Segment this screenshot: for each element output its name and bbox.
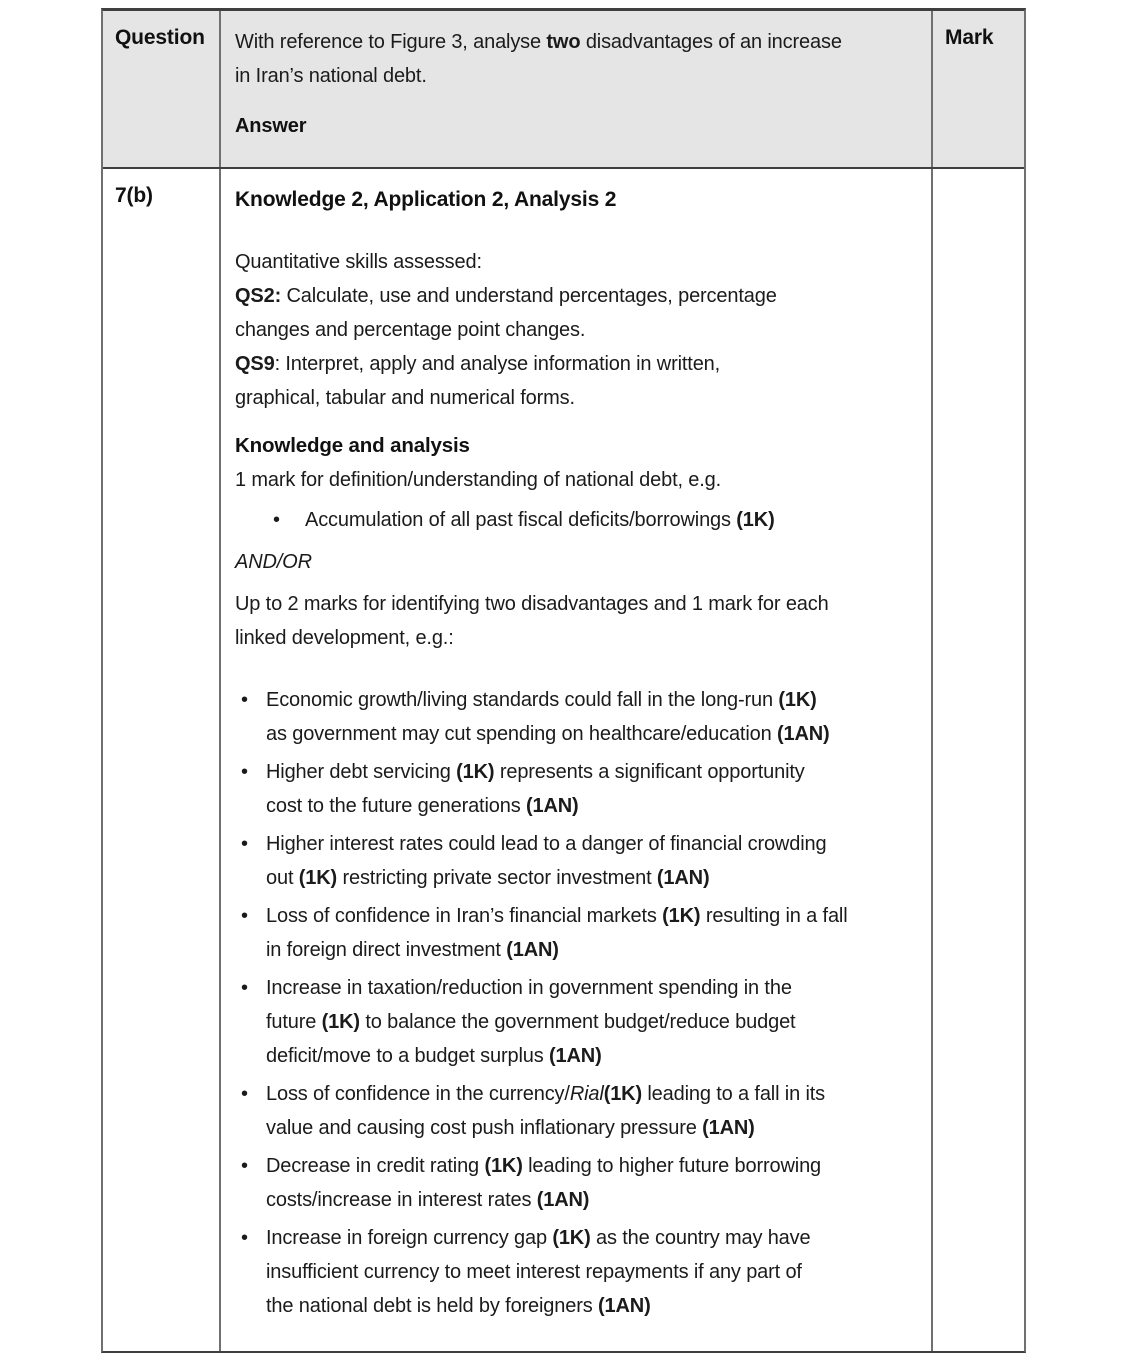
italic-text-run: Rial <box>569 1083 604 1105</box>
text-run: Higher interest rates could lead to a danger of financial crowding <box>266 833 827 855</box>
text-run: Decrease in credit rating <box>266 1155 485 1177</box>
question-prompt-cell <box>219 11 931 167</box>
question-prompt-text <box>235 25 925 93</box>
answer-label: Answer <box>235 115 307 137</box>
text-run: Increase in foreign currency gap <box>266 1227 553 1249</box>
text-run: Calculate, use and understand percentages, percentage <box>281 285 777 307</box>
bold-text-run: QS9 <box>235 353 275 375</box>
bold-text-run: (1K) <box>456 761 495 783</box>
text-run: Economic growth/living standards could fall in the long-run <box>266 689 779 711</box>
disadvantage-bullet-item <box>235 827 925 895</box>
mark-header-cell <box>931 11 1024 167</box>
text-run: disadvantages of an increase <box>580 31 842 53</box>
mark-scheme-table <box>101 8 1026 1353</box>
disadvantages-bullet-list <box>235 683 925 1323</box>
bold-text-run: (1K) <box>484 1155 523 1177</box>
disadvantage-bullet-item <box>235 755 925 823</box>
text-run: out <box>266 867 299 889</box>
qs9-line <box>235 347 925 415</box>
bold-text-run: (1AN) <box>702 1117 755 1139</box>
knowledge-analysis-heading: Knowledge and analysis <box>235 434 470 457</box>
question-column-label: Question <box>115 26 205 49</box>
text-run: as the country may have <box>590 1227 811 1249</box>
qs2-line <box>235 279 925 347</box>
text-run: leading to a fall in its <box>641 1083 826 1105</box>
text-run: future <box>266 1011 322 1033</box>
text-run: linked development, e.g.: <box>235 627 454 649</box>
text-run: leading to higher future borrowing <box>522 1155 822 1177</box>
disadvantage-bullet-item <box>235 683 925 751</box>
bold-text-run: (1K) <box>321 1011 360 1033</box>
disadvantage-bullet-item <box>235 1077 925 1145</box>
text-run: insufficient currency to meet interest repayments if any part of <box>266 1261 802 1283</box>
text-run: restricting private sector investment <box>337 867 657 889</box>
definition-mark-line: 1 mark for definition/understanding of national debt, e.g. <box>235 469 722 491</box>
bold-text-run: (1K) <box>298 867 338 889</box>
bold-text-run: (1K) <box>662 905 701 927</box>
disadvantage-bullet-item <box>235 971 925 1073</box>
bold-text-run: (1AN) <box>525 795 579 817</box>
text-run: Accumulation of all past fiscal deficits/borrowings <box>305 509 737 531</box>
text-run: Increase in taxation/reduction in government spending in the <box>266 977 792 999</box>
text-run: graphical, tabular and numerical forms. <box>235 387 575 409</box>
text-run: Up to 2 marks for identifying two disadvantages and 1 mark for each <box>235 593 829 615</box>
question-header-cell <box>103 11 219 167</box>
question-number-cell <box>103 169 219 1351</box>
quantitative-skills-block <box>235 245 925 415</box>
text-run: Loss of confidence in the currency/ <box>266 1083 570 1105</box>
text-run: deficit/move to a budget surplus <box>266 1045 549 1067</box>
bold-text-run: QS2: <box>235 285 282 307</box>
text-run: the national debt is held by foreigners <box>266 1295 598 1317</box>
text-run: in Iran’s national debt. <box>235 65 427 87</box>
disadvantage-bullet-item <box>235 899 925 967</box>
mark-column-label: Mark <box>945 26 994 49</box>
text-run: represents a significant opportunity <box>494 761 805 783</box>
bold-text-run: (1AN) <box>598 1295 651 1317</box>
bold-text-run: (1AN) <box>776 723 830 745</box>
text-run: costs/increase in interest rates <box>266 1189 537 1211</box>
marks-breakdown-heading: Knowledge 2, Application 2, Analysis 2 <box>235 188 617 211</box>
quantitative-skills-intro: Quantitative skills assessed: <box>235 251 482 273</box>
and-or-label: AND/OR <box>235 551 312 573</box>
definition-bullet-item <box>235 503 925 537</box>
bold-text-run: (1K) <box>552 1227 591 1249</box>
bold-text-run: (1AN) <box>536 1189 590 1211</box>
text-run: as government may cut spending on healthcare/education <box>266 723 777 745</box>
question-number: 7(b) <box>115 184 153 207</box>
answer-content-cell <box>219 169 931 1351</box>
text-run: : Interpret, apply and analyse information in written, <box>274 353 721 375</box>
table-header-row <box>103 11 1024 169</box>
text-run: changes and percentage point changes. <box>235 319 586 341</box>
bold-text-run: (1K) <box>603 1083 642 1105</box>
text-run: Higher debt servicing <box>266 761 457 783</box>
text-run: to balance the government budget/reduce budget <box>359 1011 796 1033</box>
bold-text-run: (1AN) <box>656 867 710 889</box>
text-run: With reference to Figure 3, analyse <box>235 31 547 53</box>
text-run: in foreign direct investment <box>266 939 507 961</box>
text-run: resulting in a fall <box>700 905 848 927</box>
bold-text-run: (1K) <box>778 689 817 711</box>
text-run: value and causing cost push inflationary pressure <box>266 1117 703 1139</box>
mark-value-cell-empty <box>931 169 1024 1351</box>
up-to-marks-line <box>235 587 925 655</box>
bold-text-run: (1AN) <box>506 939 559 961</box>
definition-bullet-list <box>235 503 925 537</box>
bold-text-run: (1K) <box>736 509 775 531</box>
table-body-row <box>103 169 1024 1351</box>
text-run: Loss of confidence in Iran’s financial markets <box>266 905 663 927</box>
bold-text-run: (1AN) <box>549 1045 602 1067</box>
text-run: cost to the future generations <box>266 795 526 817</box>
disadvantage-bullet-item <box>235 1221 925 1323</box>
disadvantage-bullet-item <box>235 1149 925 1217</box>
bold-text-run: two <box>546 31 581 53</box>
